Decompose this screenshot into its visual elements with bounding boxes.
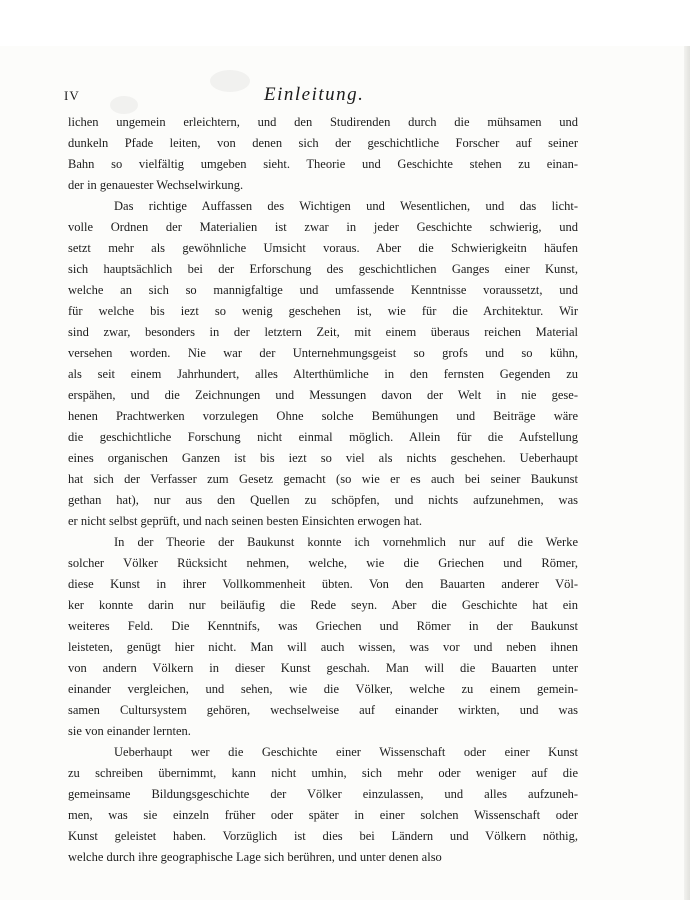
text-line: für welche bis iezt so wenig geschehen ist, wie für die Architektur. Wir xyxy=(68,304,578,318)
text-line: von andern Völkern in dieser Kunst geschah. Man will die Bauarten unter xyxy=(68,661,578,675)
text-line: eines organischen Ganzen ist bis iezt so viel als nichts geschehen. Ueberhaupt xyxy=(68,451,578,465)
text-line: ker konnte darin nur beiläufig die Rede seyn. Aber die Geschichte hat ein xyxy=(68,598,578,612)
text-line: Bahn so vielfältig umgeben sieht. Theorie und Geschichte stehen zu einan- xyxy=(68,157,578,171)
text-line: erspähen, und die Zeichnungen und Messungen davon der Welt in nie gese- xyxy=(68,388,578,402)
scan-margin-right xyxy=(684,46,690,900)
text-line: versehen worden. Nie war der Unternehmungsgeist so grofs und so kühn, xyxy=(68,346,578,360)
text-line: einander vergleichen, und sehen, wie die Völker, welche zu einem gemein- xyxy=(68,682,578,696)
text-line: setzt mehr als gewöhnliche Umsicht voraus. Aber die Schwierigkeitn häufen xyxy=(68,241,578,255)
text-line: sind zwar, besonders in der letztern Zeit, mit einem überaus reichen Material xyxy=(68,325,578,339)
text-line: dunkeln Pfade leiten, von denen sich der geschichtliche Forscher auf seiner xyxy=(68,136,578,150)
text-line: lichen ungemein erleichtern, und den Studirenden durch die mühsamen und xyxy=(68,115,578,129)
text-line: als seit einem Jahrhundert, alles Alterthümliche in den fernsten Gegenden zu xyxy=(68,367,578,381)
text-line: zu schreiben übernimmt, kann nicht umhin, sich mehr oder weniger auf die xyxy=(68,766,578,780)
page-number: IV xyxy=(64,88,80,103)
text-line: hat sich der Verfasser zum Gesetz gemacht (so wie er es auch bei seiner Baukunst xyxy=(68,472,578,486)
text-line: welche an sich so mannigfaltige und umfassende Kenntnisse voraussetzt, und xyxy=(68,283,578,297)
text-line: er nicht selbst geprüft, und nach seinen besten Einsichten erwogen hat. xyxy=(68,514,423,528)
text-line: men, was sie einzeln früher oder später in einer solchen Wissenschaft oder xyxy=(68,808,578,822)
text-line: gethan hat), nur aus den Quellen zu schöpfen, und nichts aufzunehmen, was xyxy=(68,493,578,507)
text-line: diese Kunst in ihrer Vollkommenheit übten. Von den Bauarten anderer Völ- xyxy=(68,577,578,591)
paragraph xyxy=(68,742,578,868)
body-text xyxy=(68,112,578,868)
text-line: sich hauptsächlich bei der Erforschung des geschichtlichen Ganges einer Kunst, xyxy=(68,262,578,276)
text-line: leisteten, genügt hier nicht. Man will auch wissen, was vor und neben ihnen xyxy=(68,640,578,654)
paragraph xyxy=(68,196,578,532)
scan-margin-top xyxy=(0,0,690,46)
text-line: die geschichtliche Forschung nicht einmal möglich. Allein für die Aufstellung xyxy=(68,430,578,444)
text-line: Ueberhaupt wer die Geschichte einer Wissenschaft oder einer Kunst xyxy=(114,745,578,759)
page-header xyxy=(64,84,584,110)
text-line: Das richtige Auffassen des Wichtigen und Wesentlichen, und das licht- xyxy=(114,199,578,213)
text-line: In der Theorie der Baukunst konnte ich vornehmlich nur auf die Werke xyxy=(114,535,578,549)
running-title: Einleitung. xyxy=(264,84,365,105)
text-line: solcher Völker Rücksicht nehmen, welche, wie die Griechen und Römer, xyxy=(68,556,578,570)
text-line: welche durch ihre geographische Lage sich berühren, und unter denen also xyxy=(68,850,442,864)
text-line: gemeinsame Bildungsgeschichte der Völker einzulassen, und alles aufzuneh- xyxy=(68,787,578,801)
text-line: volle Ordnen der Materialien ist zwar in jeder Geschichte schwierig, und xyxy=(68,220,578,234)
text-line: der in genauester Wechselwirkung. xyxy=(68,178,244,192)
text-line: weiteres Feld. Die Kenntnifs, was Griechen und Römer in der Baukunst xyxy=(68,619,578,633)
text-line: samen Cultursystem gehören, wechselweise auf einander wirkten, und was xyxy=(68,703,578,717)
paragraph xyxy=(68,532,578,742)
text-line: sie von einander lernten. xyxy=(68,724,191,738)
text-line: henen Prachtwerken vorzulegen Ohne solche Bemühungen und Beiträge wäre xyxy=(68,409,578,423)
text-line: Kunst geleistet haben. Vorzüglich ist dies bei Ländern und Völkern nöthig, xyxy=(68,829,578,843)
paragraph xyxy=(68,112,578,196)
